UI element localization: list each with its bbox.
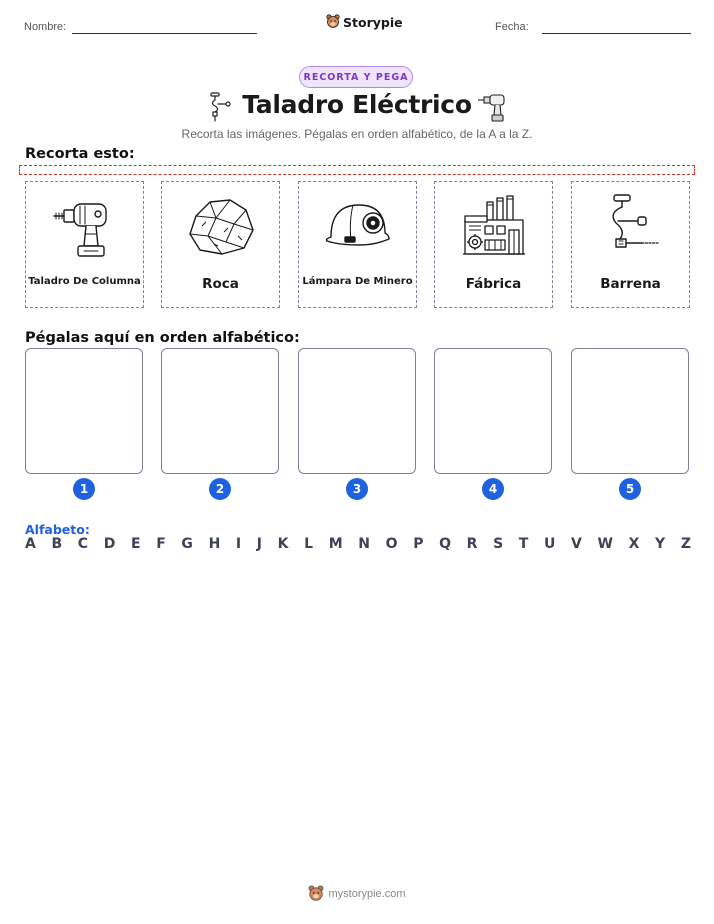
card-label: Taladro De Columna — [28, 276, 141, 287]
rock-icon — [186, 196, 256, 258]
alphabet-letter: L — [304, 536, 314, 552]
footer — [0, 885, 714, 903]
cut-card-5[interactable] — [571, 181, 690, 308]
paste-section-heading: Pégalas aquí en orden alfabético: — [25, 330, 300, 346]
cut-card-1[interactable] — [25, 181, 144, 308]
paste-slot-5[interactable] — [571, 348, 689, 474]
date-field[interactable] — [542, 33, 691, 34]
alphabet-letter: R — [466, 536, 478, 552]
alphabet-letter: E — [130, 536, 141, 552]
page-title: Taladro Eléctrico — [242, 90, 472, 119]
power-drill-title-icon — [476, 91, 508, 123]
alphabet-letter: H — [208, 536, 221, 552]
paste-slot-1[interactable] — [25, 348, 143, 474]
alphabet-heading: Alfabeto: — [25, 522, 90, 537]
alphabet-letter: V — [571, 536, 582, 552]
alphabet-letter: I — [235, 536, 242, 552]
alphabet-letter: A — [25, 536, 36, 552]
cut-card-3[interactable] — [298, 181, 417, 308]
alphabet-letter: Y — [655, 536, 666, 552]
alphabet-letter: G — [181, 536, 193, 552]
cut-card-2[interactable] — [161, 181, 280, 308]
alphabet-letter: S — [493, 536, 504, 552]
alphabet-letter: K — [277, 536, 289, 552]
hand-drill-icon — [598, 191, 664, 263]
card-label: Roca — [202, 276, 239, 292]
cut-section-heading: Recorta esto: — [25, 146, 135, 162]
cut-line — [19, 165, 695, 175]
alphabet-letter: Q — [439, 536, 451, 552]
brand-name: Storypie — [343, 14, 403, 30]
alphabet-letter: Z — [680, 536, 691, 552]
alphabet-letter: F — [156, 536, 166, 552]
instructions: Recorta las imágenes. Pégalas en orden alfabético, de la A a la Z. — [181, 127, 533, 141]
bear-footer-icon — [308, 885, 324, 903]
alphabet-letter: M — [328, 536, 343, 552]
paste-slot-2[interactable] — [161, 348, 279, 474]
alphabet-letter: X — [628, 536, 640, 552]
alphabet-letter: J — [256, 536, 262, 552]
alphabet-letter: T — [518, 536, 529, 552]
alphabet-letter: U — [544, 536, 556, 552]
alphabet-letter: O — [385, 536, 398, 552]
miner-helmet-icon — [323, 197, 393, 257]
slot-number-2: 2 — [209, 478, 231, 500]
name-label: Nombre: — [24, 21, 67, 33]
slot-number-4: 4 — [482, 478, 504, 500]
alphabet-letter: W — [597, 536, 613, 552]
drill-icon — [52, 194, 118, 260]
alphabet-row — [25, 536, 691, 552]
card-label: Barrena — [600, 276, 661, 292]
name-field[interactable] — [72, 33, 257, 34]
paste-slot-3[interactable] — [298, 348, 416, 474]
slot-number-5: 5 — [619, 478, 641, 500]
date-label: Fecha: — [495, 21, 529, 33]
bear-logo-icon — [326, 14, 340, 30]
brand-logo — [326, 14, 403, 30]
cut-card-4[interactable] — [434, 181, 553, 308]
paste-slot-4[interactable] — [434, 348, 552, 474]
slot-number-3: 3 — [346, 478, 368, 500]
card-label: Fábrica — [465, 276, 522, 292]
alphabet-letter: C — [77, 536, 89, 552]
alphabet-letter: B — [51, 536, 63, 552]
slot-number-1: 1 — [73, 478, 95, 500]
factory-icon — [461, 194, 527, 260]
footer-url[interactable]: mystorypie.com — [328, 888, 406, 900]
activity-badge: RECORTA Y PEGA — [299, 66, 413, 88]
alphabet-letter: N — [358, 536, 370, 552]
alphabet-letter: P — [413, 536, 424, 552]
alphabet-letter: D — [103, 536, 116, 552]
card-label: Lámpara De Minero — [302, 276, 413, 287]
